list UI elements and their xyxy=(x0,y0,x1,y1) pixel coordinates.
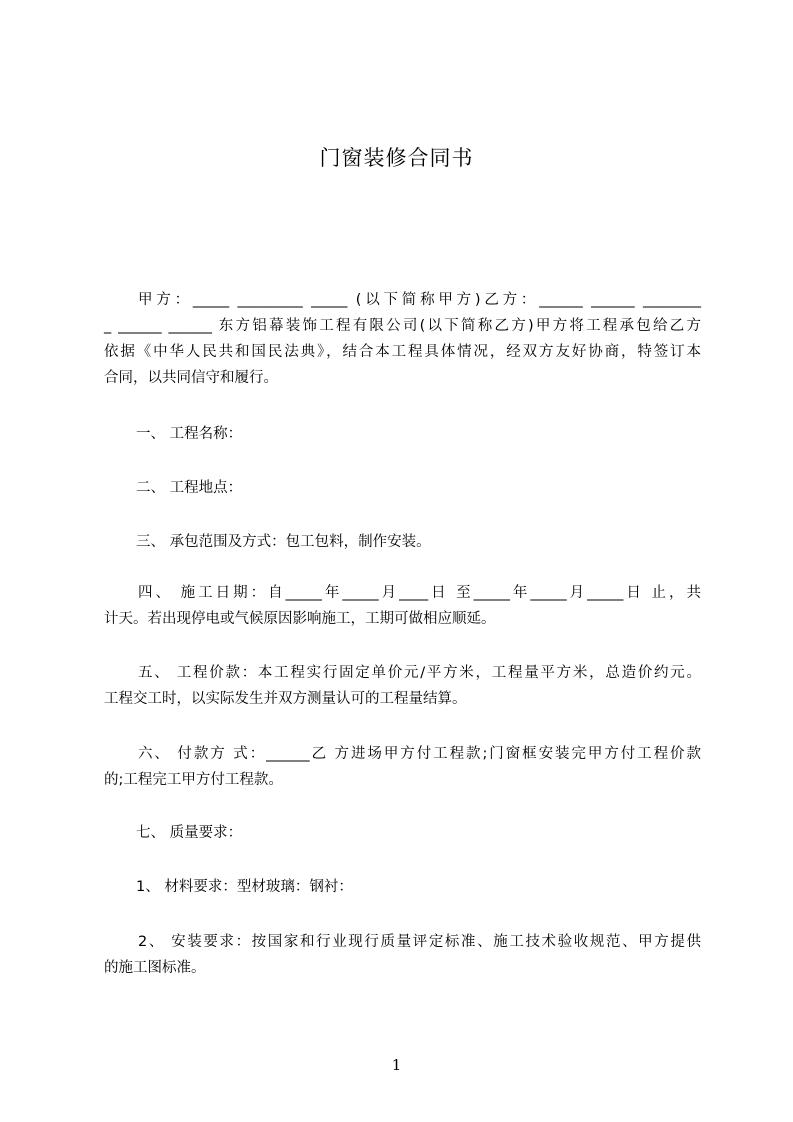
section-6-line-1: 六、 付款方 式：______乙 方进场甲方付工程款;门窗框安装完甲方付工程价款 xyxy=(138,746,701,762)
section-quality-requirements: 七、 质量要求： xyxy=(136,825,243,841)
subsection-7-2-line-2: 的施工图标准。 xyxy=(104,960,206,976)
subsection-7-2-line-1: 2、 安装要求：按国家和行业现行质量评定标准、施工技术验收规范、甲方提供 xyxy=(138,934,701,950)
section-5-line-1: 五、 工程价款：本工程实行固定单价元/平方米，工程量平方米，总造价约元。 xyxy=(138,665,701,681)
section-contract-scope: 三、 承包范围及方式：包工包料，制作安装。 xyxy=(136,534,431,550)
section-payment-method xyxy=(104,741,701,793)
subsection-material-requirements: 1、 材料要求：型材玻璃：钢衬： xyxy=(136,879,353,895)
intro-line-1: 甲方：_____ _________ _____ (以下简称甲方)乙方：______ ______ ________ xyxy=(138,292,701,308)
section-4-line-1: 四、 施工日期：自_____年_____月____日 至_____年_____月_____日 止，共 xyxy=(138,585,701,601)
section-project-price xyxy=(104,660,701,712)
subsection-installation-requirements xyxy=(104,929,701,981)
section-project-name: 一、 工程名称： xyxy=(136,426,243,442)
section-construction-date xyxy=(104,580,701,632)
intro-paragraph xyxy=(104,287,701,391)
section-project-location: 二、 工程地点： xyxy=(136,480,243,496)
section-4-line-2: 计天。若出现停电或气候原因影响施工，工期可做相应顺延。 xyxy=(104,611,496,627)
intro-line-4: 合同，以共同信守和履行。 xyxy=(104,370,278,386)
page-number: 1 xyxy=(391,1056,402,1074)
document-title: 门窗装修合同书 xyxy=(319,146,474,170)
section-5-line-2: 工程交工时，以实际发生并双方测量认可的工程量结算。 xyxy=(104,691,467,707)
intro-line-2: _ ______ ______ 东方铝幕装饰工程有限公司(以下简称乙方)甲方将工程承包给乙方 xyxy=(104,318,701,334)
intro-line-3: 依据《中华人民共和国民法典》，结合本工程具体情况，经双方友好协商，特签订本 xyxy=(104,344,701,360)
section-6-line-2: 的;工程完工甲方付工程款。 xyxy=(104,772,283,788)
